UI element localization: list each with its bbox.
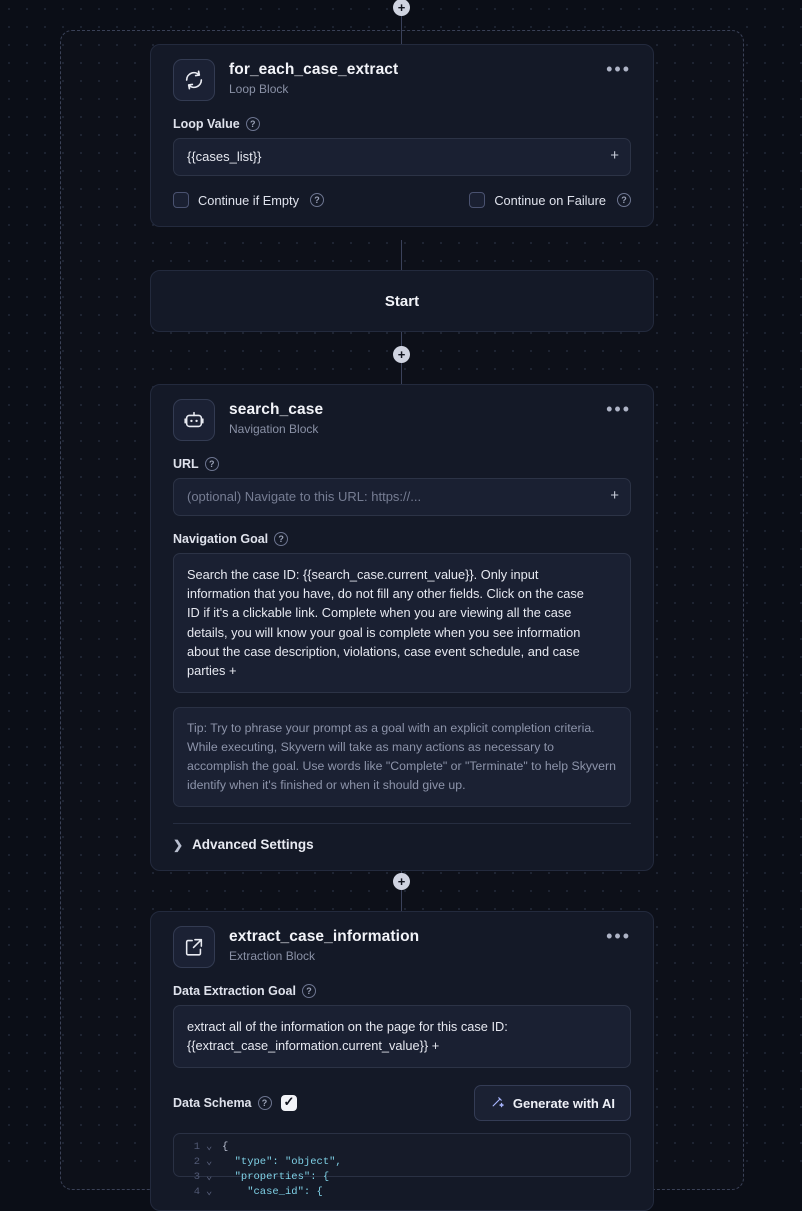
plus-icon[interactable]: + bbox=[610, 487, 619, 504]
continue-on-failure-label: Continue on Failure bbox=[494, 192, 606, 208]
continue-on-failure-checkbox[interactable] bbox=[469, 192, 485, 208]
help-icon[interactable]: ? bbox=[310, 193, 324, 207]
loop-icon bbox=[173, 59, 215, 101]
code-text: "properties": { bbox=[222, 1171, 330, 1184]
fold-icon[interactable]: ⌄ bbox=[206, 1141, 213, 1154]
block-subtitle: Extraction Block bbox=[229, 949, 316, 963]
block-title: for_each_case_extract bbox=[229, 61, 399, 78]
navigation-goal-text: Search the case ID: {{search_case.current_value}}. Only input information that you have, do not fill any other fields. Click on the case ID if it's a clickable link. Complete when you are viewing all the case details, you will know your goal is complete when you see information about the case description, violations, case event schedule, and case parties bbox=[187, 567, 584, 678]
fold-icon[interactable]: ⌄ bbox=[206, 1171, 213, 1184]
navigation-goal-label-row bbox=[173, 532, 631, 546]
chevron-right-icon: ❯ bbox=[173, 837, 184, 852]
sparkle-icon bbox=[490, 1094, 505, 1112]
block-title: search_case bbox=[229, 401, 324, 418]
loop-value-input[interactable] bbox=[173, 138, 631, 176]
code-line bbox=[174, 1170, 630, 1185]
fold-icon[interactable]: ⌄ bbox=[206, 1156, 213, 1169]
loop-value-text: {{cases_list}} bbox=[187, 149, 262, 164]
continue-on-failure-option[interactable] bbox=[469, 192, 631, 208]
loop-value-label: Loop Value bbox=[173, 117, 240, 131]
block-title: extract_case_information bbox=[229, 928, 420, 945]
block-for-each-case-extract[interactable] bbox=[150, 44, 654, 227]
loop-options-row bbox=[173, 192, 631, 208]
url-label: URL bbox=[173, 457, 199, 471]
url-placeholder: (optional) Navigate to this URL: https://... bbox=[187, 489, 422, 504]
extraction-goal-label-row bbox=[173, 984, 631, 998]
extract-icon bbox=[173, 926, 215, 968]
data-schema-label-row bbox=[173, 1096, 272, 1110]
add-block-button-middle[interactable]: + bbox=[393, 346, 410, 363]
extraction-goal-label: Data Extraction Goal bbox=[173, 984, 296, 998]
block-subtitle: Navigation Block bbox=[229, 422, 319, 436]
navigation-tip: Tip: Try to phrase your prompt as a goal with an explicit completion criteria. While executing, Skyvern will take as many actions as necessary to accomplish the goal. Use words like "Complete" or "Terminate" to help Skyvern identify when it's finished or when it should give up. bbox=[173, 707, 631, 807]
code-text: "type": "object", bbox=[222, 1156, 342, 1169]
generate-with-ai-label: Generate with AI bbox=[512, 1095, 615, 1111]
url-input[interactable] bbox=[173, 478, 631, 516]
code-line bbox=[174, 1155, 630, 1170]
code-line bbox=[174, 1140, 630, 1155]
block-menu-button[interactable]: ••• bbox=[606, 926, 631, 946]
line-number: 3 bbox=[193, 1171, 200, 1184]
block-header bbox=[173, 399, 631, 441]
continue-if-empty-checkbox[interactable] bbox=[173, 192, 189, 208]
line-number: 2 bbox=[193, 1156, 200, 1169]
block-search-case[interactable] bbox=[150, 384, 654, 871]
continue-if-empty-label: Continue if Empty bbox=[198, 192, 300, 208]
line-number: 1 bbox=[193, 1141, 200, 1154]
help-icon[interactable]: ? bbox=[205, 457, 219, 471]
data-schema-checkbox[interactable] bbox=[281, 1095, 297, 1111]
start-block[interactable] bbox=[150, 270, 654, 332]
plus-icon[interactable]: + bbox=[610, 147, 619, 164]
help-icon[interactable]: ? bbox=[246, 117, 260, 131]
advanced-settings-label: Advanced Settings bbox=[192, 837, 314, 853]
data-schema-row bbox=[173, 1085, 631, 1121]
plus-icon[interactable]: + bbox=[228, 662, 237, 678]
extraction-goal-text: extract all of the information on the page for this case ID: {{extract_case_information.current_value}} bbox=[187, 1019, 508, 1054]
loop-value-label-row bbox=[173, 117, 631, 131]
line-number: 4 bbox=[193, 1186, 200, 1199]
data-schema-label: Data Schema bbox=[173, 1096, 252, 1111]
generate-with-ai-button[interactable] bbox=[474, 1085, 631, 1121]
code-text: { bbox=[222, 1141, 229, 1154]
start-label: Start bbox=[384, 292, 420, 310]
block-header bbox=[173, 926, 631, 968]
advanced-settings-toggle[interactable] bbox=[173, 837, 631, 852]
continue-if-empty-option[interactable] bbox=[173, 192, 324, 208]
block-extract-case-information[interactable] bbox=[150, 911, 654, 1211]
url-label-row bbox=[173, 457, 631, 471]
fold-icon[interactable]: ⌄ bbox=[206, 1186, 213, 1199]
code-line bbox=[174, 1185, 630, 1200]
add-block-button-bottom[interactable]: + bbox=[393, 873, 410, 890]
help-icon[interactable]: ? bbox=[274, 532, 288, 546]
robot-icon bbox=[173, 399, 215, 441]
block-menu-button[interactable]: ••• bbox=[606, 399, 631, 419]
help-icon[interactable]: ? bbox=[617, 193, 631, 207]
data-schema-code-editor[interactable] bbox=[173, 1133, 631, 1199]
extraction-goal-textarea[interactable] bbox=[173, 1005, 631, 1068]
block-menu-button[interactable]: ••• bbox=[606, 59, 631, 79]
navigation-goal-textarea[interactable] bbox=[173, 553, 631, 693]
divider bbox=[173, 823, 631, 824]
block-header bbox=[173, 59, 631, 101]
block-subtitle: Loop Block bbox=[229, 82, 289, 96]
help-icon[interactable]: ? bbox=[302, 984, 316, 998]
code-text: "case_id": { bbox=[222, 1186, 323, 1199]
navigation-goal-label: Navigation Goal bbox=[173, 532, 269, 546]
add-block-button-top[interactable]: + bbox=[393, 0, 410, 16]
plus-icon[interactable]: + bbox=[431, 1038, 440, 1054]
help-icon[interactable]: ? bbox=[258, 1096, 272, 1110]
